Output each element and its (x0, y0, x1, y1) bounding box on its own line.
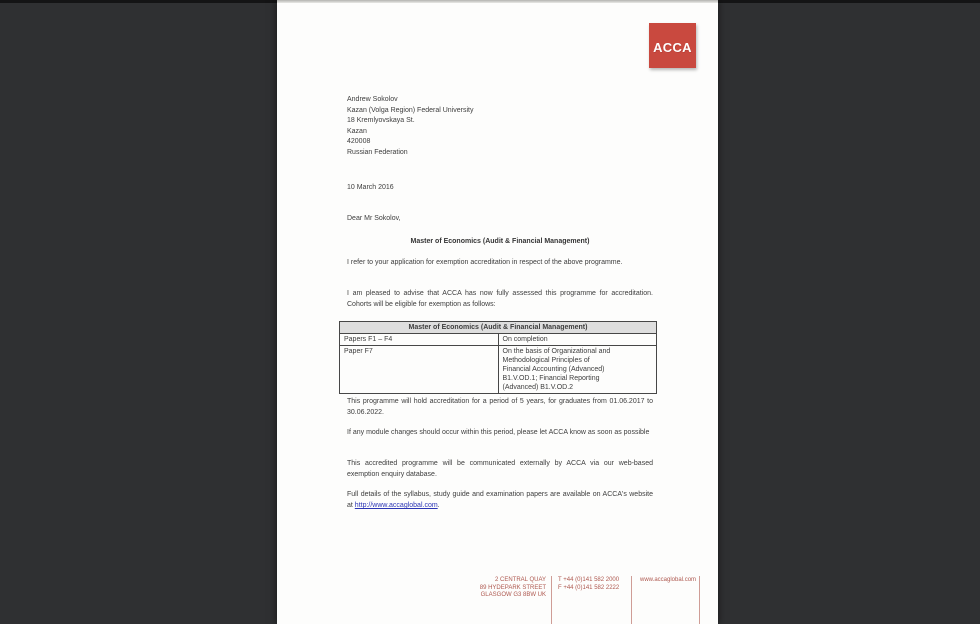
accaglobal-link[interactable]: http://www.accaglobal.com (354, 502, 438, 509)
acca-logo (649, 23, 696, 68)
body-paragraph: This programme will hold accreditation for a period of 5 years, for graduates from 01.06.2017 to 30.06.2022. (347, 398, 653, 416)
footer-address-line: GLASGOW G3 8BW UK (480, 592, 546, 598)
subject-line: Master of Economics (Audit & Financial Management) (410, 238, 590, 245)
recipient-line: Andrew Sokolov (347, 96, 398, 103)
footer-divider (631, 576, 632, 624)
letter-page (277, 0, 718, 624)
body-paragraph: I am pleased to advise that ACCA has now fully assessed this programme for accreditation. Cohorts will be eligible for exemption as follows: (347, 290, 653, 308)
table-row (340, 346, 657, 394)
footer-divider (699, 576, 700, 624)
recipient-line: Russian Federation (347, 148, 408, 156)
closing-text-pre: Full details of the syllabus, study guide and examination papers are available on ACCA's website at (347, 491, 653, 509)
footer-phones (558, 577, 630, 592)
table-row (340, 334, 657, 346)
table-header-row (340, 322, 657, 334)
recipient-line: Kazan (347, 127, 367, 135)
footer-phone-line: F +44 (0)141 582 2222 (558, 584, 620, 591)
letter-date: 10 March 2016 (347, 184, 394, 191)
footer-address-line: 89 HYDEPARK STREET (479, 584, 546, 591)
closing-text-post: . (437, 502, 440, 509)
acca-logo-text: ACCA (653, 39, 692, 55)
recipient-line: 18 Kremlyovskaya St. (347, 117, 415, 124)
footer-address-line: 2 CENTRAL QUAY (494, 577, 546, 583)
papers-cell: Papers F1 – F4 (340, 334, 499, 346)
recipient-address (347, 95, 653, 158)
exemption-cell: On completion (498, 334, 657, 346)
body-paragraph: This accredited programme will be communicated externally by ACCA via our web-based exemption enquiry database. (347, 460, 653, 478)
exemption-table (339, 321, 657, 394)
exemption-cell: On the basis of Organizational and Methodological Principles of Financial Accounting (Advanced) B1.V.OD.1; Financial Reporting (Advanced) B1.V.OD.2 (498, 346, 657, 394)
footer-website: www.accaglobal.com (640, 577, 697, 583)
footer-divider (551, 576, 552, 624)
recipient-line: 420008 (347, 138, 371, 145)
papers-cell: Paper F7 (340, 346, 499, 394)
footer-address (416, 577, 546, 600)
table-title: Master of Economics (Audit & Financial Management) (340, 322, 657, 334)
closing-paragraph (347, 489, 653, 511)
body-paragraph: If any module changes should occur within this period, please let ACCA know as soon as possible (347, 429, 650, 436)
recipient-line: Kazan (Volga Region) Federal University (347, 106, 474, 114)
body-paragraph: I refer to your application for exemption accreditation in respect of the above programme. (347, 259, 623, 266)
salutation: Dear Mr Sokolov, (347, 215, 401, 222)
page-top-shadow (277, 0, 718, 3)
footer-phone-line: T +44 (0)141 582 2000 (558, 577, 620, 583)
